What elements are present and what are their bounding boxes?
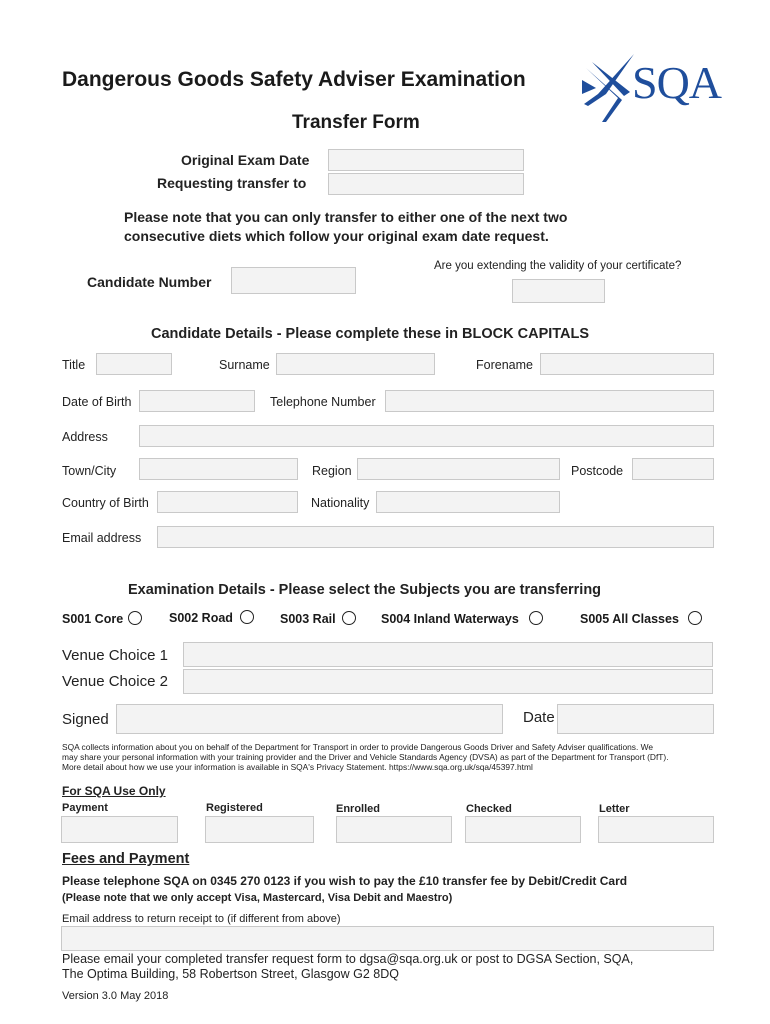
form-title: Transfer Form xyxy=(292,112,420,133)
receipt-email-field[interactable] xyxy=(61,926,714,951)
date-field[interactable] xyxy=(557,704,714,734)
postcode-field[interactable] xyxy=(632,458,714,480)
email-field[interactable] xyxy=(157,526,714,548)
date-label: Date xyxy=(523,709,555,726)
forename-label: Forename xyxy=(476,358,533,372)
venue-choice-1-label: Venue Choice 1 xyxy=(62,647,168,664)
footer-line2: The Optima Building, 58 Robertson Street, Glasgow G2 8DQ xyxy=(62,967,399,981)
venue-choice-2-label: Venue Choice 2 xyxy=(62,673,168,690)
forename-field[interactable] xyxy=(540,353,714,375)
town-field[interactable] xyxy=(139,458,298,480)
enrolled-col-label: Enrolled xyxy=(336,803,381,815)
signature-field[interactable] xyxy=(116,704,503,734)
subject-s004-radio[interactable] xyxy=(529,611,543,625)
sqa-x-icon xyxy=(578,48,638,126)
email-label: Email address xyxy=(62,531,142,545)
privacy-line1: SQA collects information about you on behalf of the Department for Transport in order to provide Dangerous Goods Driver and Safety Adviser qualifications. We xyxy=(62,742,654,752)
payment-col-label: Payment xyxy=(62,802,108,814)
venue-choice-2-field[interactable] xyxy=(183,669,713,694)
subject-s002-label: S002 Road xyxy=(169,611,233,625)
dob-field[interactable] xyxy=(139,390,255,412)
subject-s004-label: S004 Inland Waterways xyxy=(381,612,519,626)
town-label: Town/City xyxy=(62,464,117,478)
original-exam-date-field[interactable] xyxy=(328,149,524,171)
sqa-use-heading: For SQA Use Only xyxy=(62,784,166,798)
requesting-transfer-label: Requesting transfer to xyxy=(157,175,307,191)
surname-field[interactable] xyxy=(276,353,435,375)
subject-s001-label: S001 Core xyxy=(62,612,124,626)
candidate-number-field[interactable] xyxy=(231,267,356,294)
fees-line1: Please telephone SQA on 0345 270 0123 if you wish to pay the £10 transfer fee by Debit/Credit Card xyxy=(62,874,628,888)
requesting-transfer-field[interactable] xyxy=(328,173,524,195)
checked-box[interactable] xyxy=(465,816,581,843)
sqa-logo xyxy=(578,48,728,126)
fees-line2: (Please note that we only accept Visa, Mastercard, Visa Debit and Maestro) xyxy=(62,892,453,904)
address-field[interactable] xyxy=(139,425,714,447)
enrolled-box[interactable] xyxy=(336,816,452,843)
subject-s005-radio[interactable] xyxy=(688,611,702,625)
footer-line1: Please email your completed transfer request form to dgsa@sqa.org.uk or post to DGSA Section, SQA, xyxy=(62,952,634,966)
subject-s003-label: S003 Rail xyxy=(280,612,336,626)
nationality-label: Nationality xyxy=(311,496,370,510)
venue-choice-1-field[interactable] xyxy=(183,642,713,667)
region-label: Region xyxy=(312,464,352,478)
validity-question: Are you extending the validity of your certificate? xyxy=(434,260,682,272)
subject-s003-radio[interactable] xyxy=(342,611,356,625)
letter-col-label: Letter xyxy=(599,803,630,815)
receipt-email-label: Email address to return receipt to (if different from above) xyxy=(62,913,341,925)
title-label: Title xyxy=(62,358,86,372)
fees-heading: Fees and Payment xyxy=(62,851,190,867)
signed-label: Signed xyxy=(62,711,109,728)
exam-details-heading: Examination Details - Please select the Subjects you are transferring xyxy=(128,582,602,598)
payment-box[interactable] xyxy=(61,816,178,843)
subject-s001-radio[interactable] xyxy=(128,611,142,625)
title-field[interactable] xyxy=(96,353,172,375)
transfer-notice-line1: Please note that you can only transfer to either one of the next two xyxy=(124,209,568,225)
surname-label: Surname xyxy=(219,358,270,372)
country-field[interactable] xyxy=(157,491,298,513)
dob-label: Date of Birth xyxy=(62,395,132,409)
validity-field[interactable] xyxy=(512,279,605,303)
candidate-number-label: Candidate Number xyxy=(87,274,212,290)
privacy-line2: may share your personal information with your training provider and the Driver and Vehicle Standards Agency (DVSA) as part of the Department for Transport (DfT). xyxy=(62,752,669,762)
telephone-field[interactable] xyxy=(385,390,714,412)
address-label: Address xyxy=(62,430,108,444)
logo-text: SQA xyxy=(632,57,722,108)
region-field[interactable] xyxy=(357,458,560,480)
postcode-label: Postcode xyxy=(571,464,624,478)
transfer-notice-line2: consecutive diets which follow your original exam date request. xyxy=(124,228,549,244)
country-label: Country of Birth xyxy=(62,496,149,510)
subject-s005-label: S005 All Classes xyxy=(580,612,679,626)
nationality-field[interactable] xyxy=(376,491,560,513)
version-text: Version 3.0 May 2018 xyxy=(62,990,169,1002)
subject-s002-radio[interactable] xyxy=(240,610,254,624)
registered-box[interactable] xyxy=(205,816,314,843)
candidate-details-heading: Candidate Details - Please complete these in BLOCK CAPITALS xyxy=(151,326,590,342)
privacy-line3: More detail about how we use your information is available in SQA's Privacy Statement. https://www.sqa.org.uk/sqa/45397.html xyxy=(62,762,533,772)
page-title: Dangerous Goods Safety Adviser Examination xyxy=(62,68,526,91)
checked-col-label: Checked xyxy=(466,803,512,815)
original-exam-date-label: Original Exam Date xyxy=(181,152,310,168)
registered-col-label: Registered xyxy=(206,802,263,814)
letter-box[interactable] xyxy=(598,816,714,843)
telephone-label: Telephone Number xyxy=(270,395,376,409)
